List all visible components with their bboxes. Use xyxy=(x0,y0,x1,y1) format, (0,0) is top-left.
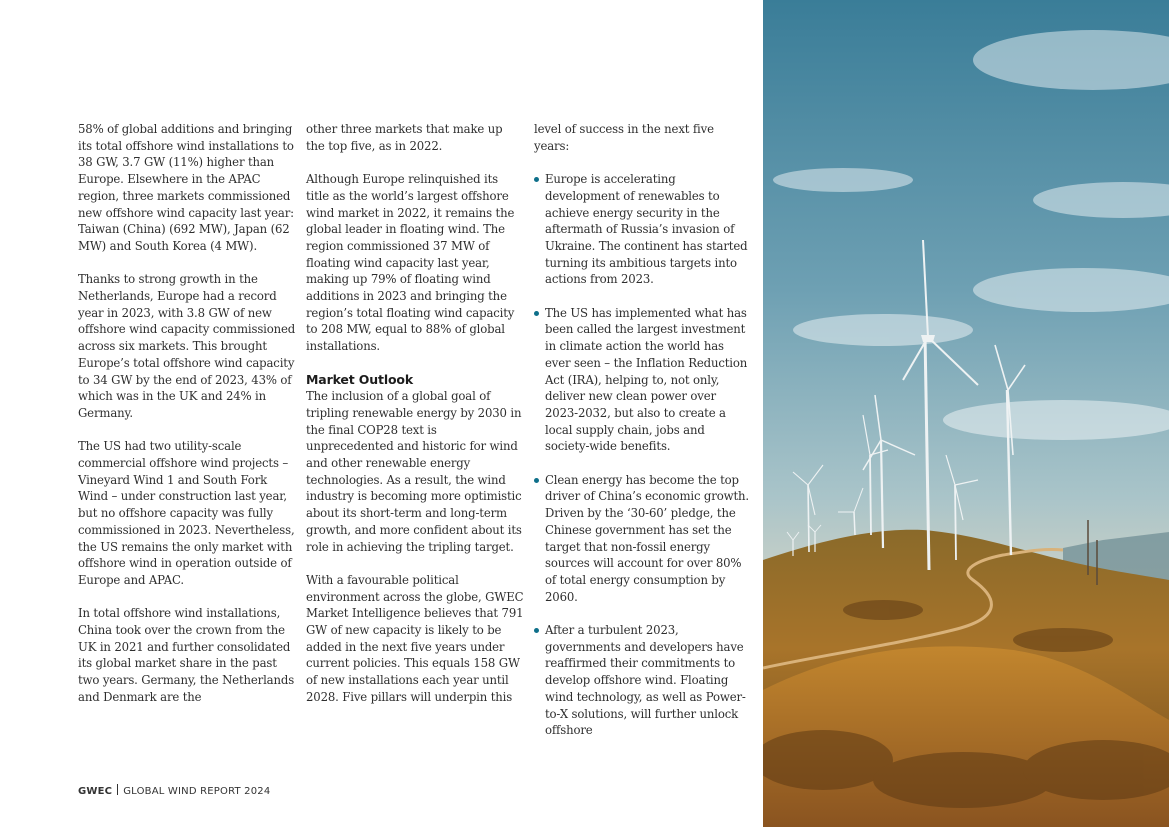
bullet-icon xyxy=(534,628,539,633)
list-item xyxy=(534,171,752,288)
paragraph: The inclusion of a global goal of tripling renewable energy by 2030 in the final COP28 text is unprecedented and historic for wind and other renewable energy technologies. As a result, the wind industry is becoming more optimistic about its short-term and long-term growth, and more confident about its role in achieving the tripling target. xyxy=(306,389,522,554)
list-item-text: After a turbulent 2023, governments and developers have reaffirmed their commitments to develop offshore wind. Floating wind technology, as well as Power-to-X solutions, will further unlock offshore xyxy=(545,623,746,738)
bullet-icon xyxy=(534,311,539,316)
bullet-icon xyxy=(534,478,539,483)
paragraph: Thanks to strong growth in the Netherlands, Europe had a record year in 2023, with 3.8 GW of new offshore wind capacity commissioned across six markets. This brought Europe’s total offshore wind capacity to 34 GW by the end of 2023, 43% of which was in the UK and 24% in Germany. xyxy=(78,272,296,420)
footer-divider xyxy=(117,784,118,795)
list-item-text: Clean energy has become the top driver of China’s economic growth. Driven by the ‘30-60’ pledge, the Chinese government has set the target that non-fossil energy sources will account for over 80% of total energy consumption by 2060. xyxy=(545,472,749,604)
text-column-3 xyxy=(534,121,752,756)
wind-turbines-photo xyxy=(763,0,1169,827)
paragraph: Although Europe relinquished its title as the world’s largest offshore wind market in 2022, it remains the global leader in floating wind. The region commissioned 37 MW of floating wind capacity last year, making up 79% of floating wind additions in 2023 and bringing the region’s total floating wind capacity to 208 MW, equal to 88% of global installations. xyxy=(306,172,515,354)
bullet-icon xyxy=(534,177,539,182)
pillars-list xyxy=(534,171,752,739)
list-item-text: The US has implemented what has been called the largest investment in climate action the world has ever seen – the Inflation Reduction Act (IRA), helping to, not only, deliver new clean power over 2023-2032, but also to create a local supply chain, jobs and society-wide benefits. xyxy=(545,305,748,454)
paragraph: With a favourable political environment across the globe, GWEC Market Intelligence believes that 791 GW of new capacity is likely to be added in the next five years under current policies. This equals 158 GW of new installations each year until 2028. Five pillars will underpin this xyxy=(306,572,524,704)
text-column-2 xyxy=(306,121,524,722)
footer-report-title: GLOBAL WIND REPORT 2024 xyxy=(123,786,271,797)
list-item xyxy=(534,622,752,739)
text-column-1 xyxy=(78,121,296,722)
list-item xyxy=(534,305,752,455)
paragraph: level of success in the next five years: xyxy=(534,122,714,153)
list-item xyxy=(534,472,752,606)
paragraph: In total offshore wind installations, China took over the crown from the UK in 2021 and further consolidated its global market share in the past two years. Germany, the Netherlands and Denmark are the xyxy=(78,606,295,704)
paragraph: other three markets that make up the top five, as in 2022. xyxy=(306,122,503,153)
paragraph: 58% of global additions and bringing its total offshore wind installations to 38 GW, 3.7 GW (11%) higher than Europe. Elsewhere in the APAC region, three markets commissioned new offshore wind capacity last year: Taiwan (China) (692 MW), Japan (62 MW) and South Korea (4 MW). xyxy=(78,122,294,253)
page-footer xyxy=(78,784,270,797)
section-heading-market-outlook: Market Outlook xyxy=(306,371,413,387)
footer-brand: GWEC xyxy=(78,786,113,797)
list-item-text: Europe is accelerating development of renewables to achieve energy security in the aftermath of Russia’s invasion of Ukraine. The continent has started turning its ambitious targets into actions from 2023. xyxy=(545,172,748,287)
paragraph: The US had two utility-scale commercial offshore wind projects – Vineyard Wind 1 and South Fork Wind – under construction last year, but no offshore capacity was fully commissioned in 2023. Nevertheless, the US remains the only market with offshore wind in operation outside of Europe and APAC. xyxy=(78,439,295,587)
